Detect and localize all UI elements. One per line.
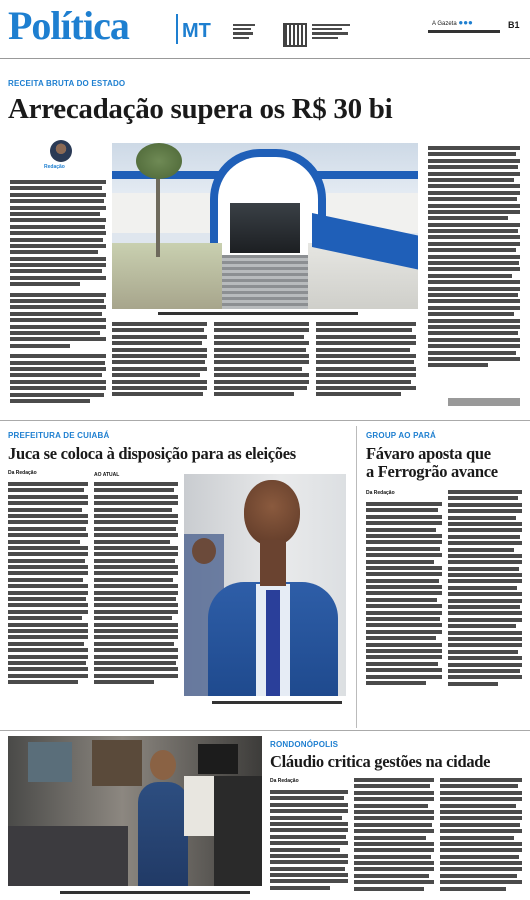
column-divider xyxy=(356,426,357,728)
lead-photo-caption xyxy=(158,311,358,316)
claudio-column-1 xyxy=(270,790,348,892)
favaro-column-2 xyxy=(448,490,522,688)
juca-byline: Da Redação xyxy=(8,470,37,476)
juca-kicker: PREFEITURA DE CUIABÁ xyxy=(8,431,110,440)
lead-footer-note xyxy=(448,398,520,406)
lead-photo xyxy=(112,143,418,309)
favaro-byline: Da Redação xyxy=(366,490,395,496)
section-divider xyxy=(0,420,530,421)
favaro-headline-line-1: Fávaro aposta que xyxy=(366,444,491,463)
juca-photo xyxy=(184,474,346,696)
claudio-column-3 xyxy=(440,778,522,893)
claudio-headline: Cláudio critica gestões na cidade xyxy=(270,752,491,771)
masthead xyxy=(0,0,530,60)
lead-column-4 xyxy=(316,322,416,399)
lead-column-2 xyxy=(112,322,207,399)
qr-code-icon xyxy=(285,25,305,45)
juca-col2-head: AO ATUAL xyxy=(94,472,120,478)
masthead-brand xyxy=(432,18,473,27)
section-divider xyxy=(0,730,530,731)
masthead-date-line xyxy=(428,30,500,33)
lead-column-3 xyxy=(214,322,309,399)
masthead-info-block xyxy=(312,24,352,46)
author-label: Redação xyxy=(44,164,65,170)
juca-photo-caption xyxy=(212,700,342,705)
social-icons: ●●● xyxy=(458,18,473,27)
author-photo xyxy=(50,140,72,162)
section-title: Política xyxy=(8,3,129,48)
claudio-byline: Da Redação xyxy=(270,778,299,784)
page-number: B1 xyxy=(508,20,520,30)
masthead-info-block xyxy=(233,24,257,46)
juca-column-2 xyxy=(94,482,178,687)
claudio-photo-caption xyxy=(60,890,250,895)
favaro-kicker: GROUP AO PARÁ xyxy=(366,431,437,440)
claudio-kicker: RONDONÓPOLIS xyxy=(270,740,339,749)
lead-column-right xyxy=(428,146,520,370)
favaro-column-1 xyxy=(366,502,442,687)
favaro-headline-line-2: a Ferrogrão avance xyxy=(366,462,498,481)
lead-headline: Arrecadação supera os R$ 30 bi xyxy=(8,93,393,125)
lead-kicker: RECEITA BRUTA DO ESTADO xyxy=(8,79,126,88)
brand-name: A Gazeta xyxy=(432,21,457,27)
claudio-photo xyxy=(8,736,262,886)
section-suffix: MT xyxy=(182,20,211,42)
masthead-divider xyxy=(176,14,178,44)
lead-column-1 xyxy=(10,180,106,405)
claudio-column-2 xyxy=(354,778,434,893)
juca-headline: Juca se coloca à disposição para as eleições xyxy=(8,444,296,463)
masthead-rule xyxy=(0,58,530,59)
juca-column-1 xyxy=(8,482,88,687)
